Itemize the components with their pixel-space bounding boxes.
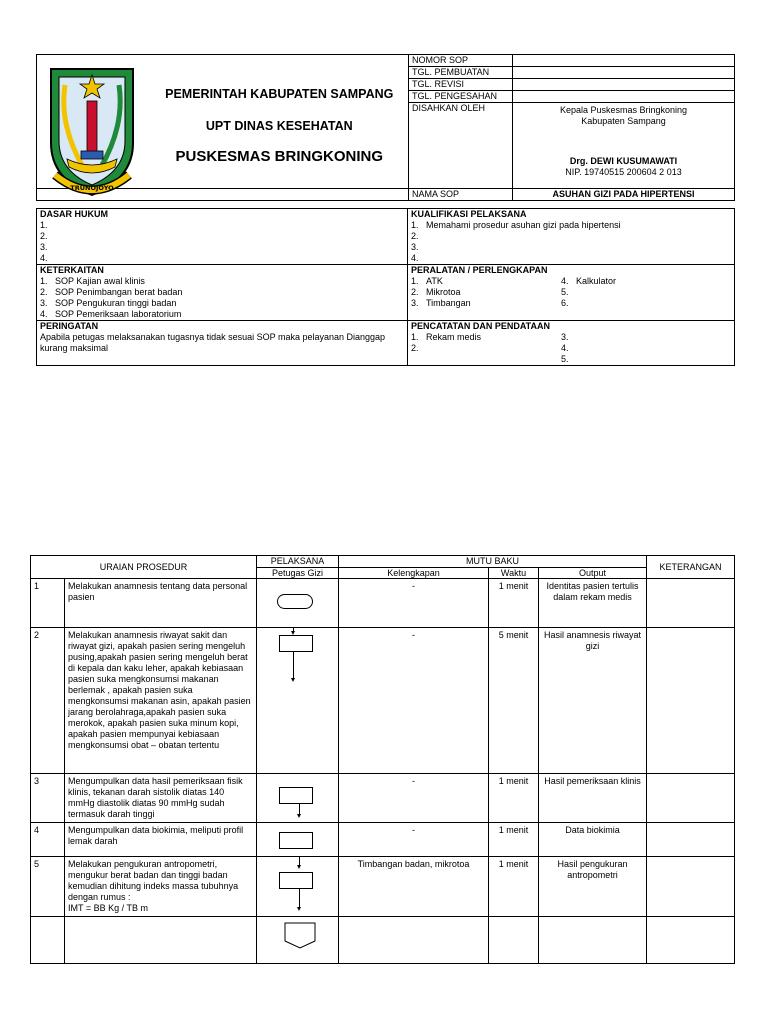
nama-sop-value: ASUHAN GIZI PADA HIPERTENSI	[513, 189, 735, 201]
approver-cell	[513, 103, 735, 189]
header-kelengkapan: Kelengkapan	[339, 568, 489, 579]
row-keterangan	[647, 774, 735, 823]
list-item: 4.	[411, 253, 419, 263]
row-number: 1	[31, 579, 65, 628]
row-number	[31, 917, 65, 964]
flowchart-cell	[257, 628, 339, 774]
flowchart-arrow	[299, 889, 300, 907]
tgl-pembuatan-value	[513, 67, 735, 79]
row-waktu: 1 menit	[489, 774, 539, 823]
row-kelengkapan: -	[339, 774, 489, 823]
row-output: Hasil pemeriksaan klinis	[539, 774, 647, 823]
org-line1: PEMERINTAH KABUPATEN SAMPANG	[165, 87, 394, 101]
row-description: Mengumpulkan data hasil pemeriksaan fisik klinis, tekanan darah sistolik diatas 140 mmHg diastolik diatas 90 mmHg sudah termasuk darah tinggi	[65, 774, 257, 823]
row-description: Melakukan anamnesis riwayat sakit dan riwayat gizi, apakah pasien sering mengeluh pusing,apakah pasien sering mengeluh berat di kepala dan kaku leher, apakah kebiasaan pasien suka mengkonsumsi makanan berlemak , apakah pasien suka mengkonsumsi makanan asin, apakah pasien jarang berolahraga,apakah pasien suka merokok, apakah pasien suka minum kopi, apakah pasien mempunyai kebiasaan mengkonsumsi obat – obatan tertentu	[65, 628, 257, 774]
pencatatan-list	[408, 332, 735, 366]
list-item: 5.	[561, 287, 569, 297]
flowchart-start-terminator	[277, 594, 313, 609]
row-kelengkapan: Timbangan badan, mikrotoa	[339, 857, 489, 917]
approver-title2: Kabupaten Sampang	[581, 116, 666, 126]
flowchart-cell	[257, 579, 339, 628]
list-item: 3. SOP Pengukuran tinggi badan	[40, 298, 177, 308]
table-row	[31, 628, 735, 774]
flowchart-process-box	[279, 787, 313, 804]
flowchart-arrow	[293, 628, 294, 631]
row-keterangan	[647, 857, 735, 917]
header-output: Output	[539, 568, 647, 579]
row-kelengkapan	[339, 917, 489, 964]
list-item: 2. SOP Penimbangan berat badan	[40, 287, 183, 297]
row-kelengkapan: -	[339, 823, 489, 857]
list-item: 5.	[561, 354, 569, 364]
peralatan-list	[408, 276, 735, 321]
row-waktu: 1 menit	[489, 857, 539, 917]
row-number: 5	[31, 857, 65, 917]
list-item: 2.	[411, 231, 419, 241]
row-output: Hasil pengukuran antropometri	[539, 857, 647, 917]
row-description: Mengumpulkan data biokimia, meliputi profil lemak darah	[65, 823, 257, 857]
list-item: 1.	[40, 220, 48, 230]
list-item: 3. Timbangan	[411, 298, 471, 308]
row-keterangan	[647, 628, 735, 774]
tgl-revisi-value	[513, 79, 735, 91]
header-keterangan: KETERANGAN	[647, 556, 735, 579]
row-kelengkapan: -	[339, 628, 489, 774]
approver-nip: NIP. 19740515 200604 2 013	[565, 167, 682, 177]
list-item: 3.	[411, 242, 419, 252]
table-row	[31, 579, 735, 628]
list-item: 4. Kalkulator	[561, 276, 617, 286]
flowchart-arrow	[293, 652, 294, 678]
header-mutu-baku: MUTU BAKU	[339, 556, 647, 568]
tgl-pengesahan-label: TGL. PENGESAHAN	[409, 91, 513, 103]
kabupaten-sampang-logo	[37, 55, 151, 198]
flowchart-cell	[257, 774, 339, 823]
table-row	[31, 823, 735, 857]
disahkan-oleh-label: DISAHKAN OLEH	[409, 103, 513, 189]
kualifikasi-list	[408, 220, 735, 265]
kualifikasi-title: KUALIFIKASI PELAKSANA	[408, 209, 735, 221]
row-output: Hasil anamnesis riwayat gizi	[539, 628, 647, 774]
row-keterangan	[647, 917, 735, 964]
org-title-cell	[151, 55, 409, 189]
procedure-table	[30, 555, 735, 964]
list-item: 3.	[561, 332, 569, 342]
row-keterangan	[647, 823, 735, 857]
tgl-pengesahan-value	[513, 91, 735, 103]
table-row	[31, 857, 735, 917]
flowchart-cell	[257, 823, 339, 857]
row-kelengkapan: -	[339, 579, 489, 628]
dasar-hukum-title: DASAR HUKUM	[37, 209, 408, 221]
row-output: Data biokimia	[539, 823, 647, 857]
org-line2: UPT DINAS KESEHATAN	[205, 119, 353, 133]
peringatan-text: Apabila petugas melaksanakan tugasnya tidak sesuai SOP maka pelayanan Dianggap kurang maksimal	[37, 332, 408, 366]
approver-title1: Kepala Puskesmas Bringkoning	[559, 105, 688, 115]
nama-sop-label: NAMA SOP	[409, 189, 513, 201]
tgl-pembuatan-label: TGL. PEMBUATAN	[409, 67, 513, 79]
sop-info	[36, 208, 735, 366]
row-description-text: Melakukan pengukuran antropometri, mengukur berat badan dan tinggi badan kemudian dihitung indeks massa tubuhnya dengan rumus :	[68, 859, 239, 902]
row-waktu: 5 menit	[489, 628, 539, 774]
list-item: 2.	[40, 231, 48, 241]
table-row	[31, 774, 735, 823]
list-item: 2. Mikrotoa	[411, 287, 461, 297]
flowchart-arrow	[299, 857, 300, 865]
nomor-sop-label: NOMOR SOP	[409, 55, 513, 67]
pencatatan-title: PENCATATAN DAN PENDATAAN	[408, 321, 735, 333]
row-description: Melakukan anamnesis tentang data personal pasien	[65, 579, 257, 628]
header-uraian: URAIAN PROSEDUR	[31, 556, 257, 579]
flowchart-cell	[257, 917, 339, 964]
row-output: Identitas pasien tertulis dalam rekam medis	[539, 579, 647, 628]
flowchart-arrow	[299, 804, 300, 814]
list-item: 1. Rekam medis	[411, 332, 482, 342]
header-pelaksana: PELAKSANA	[257, 556, 339, 568]
list-item: 4.	[561, 343, 569, 353]
flowchart-process-box	[279, 635, 313, 652]
table-row	[31, 917, 735, 964]
list-item: 1. Memahami prosedur asuhan gizi pada hipertensi	[411, 220, 621, 230]
list-item: 1. SOP Kajian awal klinis	[40, 276, 145, 286]
flowchart-process-box	[279, 832, 313, 849]
keterkaitan-title: KETERKAITAN	[37, 265, 408, 277]
flowchart-offpage-connector	[257, 917, 339, 957]
tgl-revisi-label: TGL. REVISI	[409, 79, 513, 91]
row-number: 2	[31, 628, 65, 774]
approver-name: Drg. DEWI KUSUMAWATI	[569, 156, 678, 166]
row-description	[65, 917, 257, 964]
row-waktu: 1 menit	[489, 579, 539, 628]
list-item: 4. SOP Pemeriksaan laboratorium	[40, 309, 182, 319]
logo-cell	[37, 55, 151, 192]
row-keterangan	[647, 579, 735, 628]
list-item: 3.	[40, 242, 48, 252]
row-number: 3	[31, 774, 65, 823]
logo-text: TRUNOJOYO	[70, 184, 114, 192]
list-item: 6.	[561, 298, 569, 308]
list-item: 4.	[40, 253, 48, 263]
row-waktu	[489, 917, 539, 964]
row-waktu: 1 menit	[489, 823, 539, 857]
nomor-sop-value	[513, 55, 735, 67]
list-item: 1. ATK	[411, 276, 443, 286]
imt-formula: IMT = BB Kg / TB m	[68, 903, 148, 913]
row-output	[539, 917, 647, 964]
peringatan-title: PERINGATAN	[37, 321, 408, 333]
dasar-hukum-list	[37, 220, 408, 265]
org-line3: PUSKESMAS BRINGKONING	[175, 148, 384, 165]
flowchart-process-box	[279, 872, 313, 889]
header-petugas-gizi: Petugas Gizi	[257, 568, 339, 579]
sop-header	[36, 54, 735, 201]
row-description	[65, 857, 257, 917]
row-number: 4	[31, 823, 65, 857]
header-waktu: Waktu	[489, 568, 539, 579]
keterkaitan-list	[37, 276, 408, 321]
list-item: 2.	[411, 343, 419, 353]
peralatan-title: PERALATAN / PERLENGKAPAN	[408, 265, 735, 277]
flowchart-cell	[257, 857, 339, 917]
